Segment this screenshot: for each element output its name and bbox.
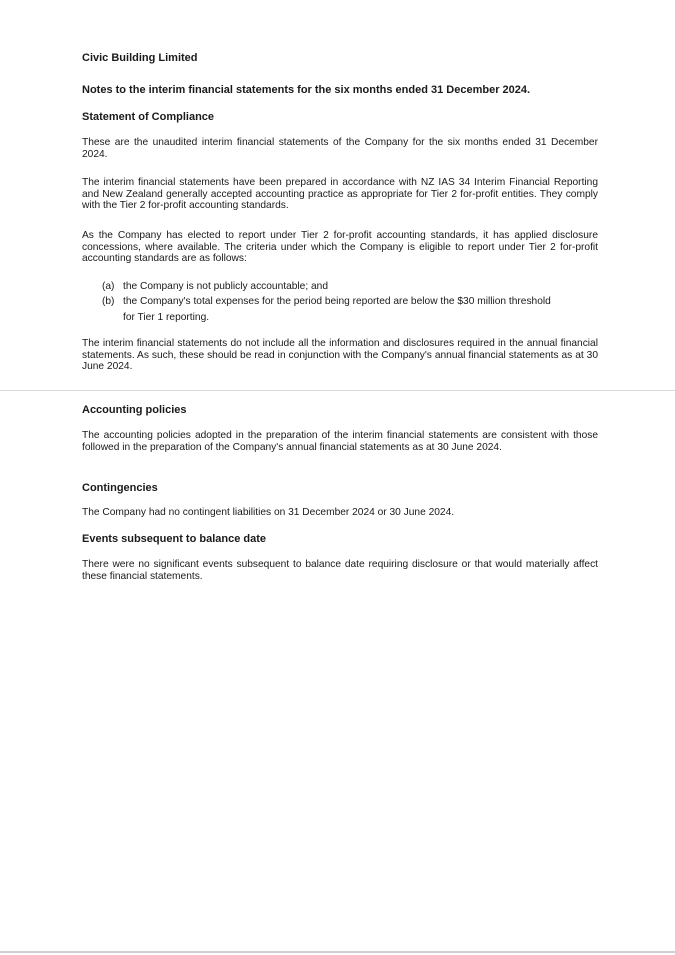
compliance-paragraph-4 [82,338,598,373]
compliance-paragraph-3 [82,230,598,265]
list-item [82,295,598,325]
company-name-text: Civic Building Limited [82,52,198,64]
page-bottom-edge [0,951,675,953]
list-item-continuation: for Tier 1 reporting. [123,312,210,323]
compliance-p3-text: As the Company has elected to report under Tier 2 for-profit accounting standards, it has applied disclosure concessions, where available. The criteria under which the Company is eligible to report under Tier 2 for-profit accounting standards are as follows: [82,230,598,264]
compliance-paragraph-1 [82,137,598,160]
section-contingencies [82,481,598,495]
compliance-p4-text: The interim financial statements do not include all the information and disclosures required in the annual financial statements. As such, these should be read in conjunction with the Company's annual financial statements as at 30 June 2024. [82,338,598,372]
list-item [82,280,598,294]
section-events [82,532,598,546]
contingencies-heading: Contingencies [82,482,158,494]
section-divider [0,390,675,391]
accounting-paragraph-1 [82,430,598,453]
list-item-text: the Company's total expenses for the period being reported are below the $30 million threshold [123,296,551,307]
contingencies-p1-text: The Company had no contingent liabilities on 31 December 2024 or 30 June 2024. [82,507,455,518]
contingencies-paragraph-1 [82,507,598,519]
criteria-list [82,280,598,325]
events-p1-text: There were no significant events subsequent to balance date requiring disclosure or that would materially affect these financial statements. [82,559,598,582]
list-marker: (a) [102,281,115,292]
section-compliance [82,110,598,124]
document-title-text: Notes to the interim financial statements for the six months ended 31 December 2024. [82,84,531,96]
accounting-p1-text: The accounting policies adopted in the preparation of the interim financial statements are consistent with those followed in the preparation of the Company's annual financial statements as at 30 June 2024. [82,430,598,453]
events-heading: Events subsequent to balance date [82,533,266,545]
compliance-heading: Statement of Compliance [82,111,215,123]
section-accounting [82,403,598,417]
list-marker: (b) [102,296,115,307]
compliance-p2-text: The interim financial statements have been prepared in accordance with NZ IAS 34 Interim Financial Reporting and New Zealand generally accepted accounting practice as appropriate for Tier 2 for-profit entities. They comply with the Tier 2 for-profit accounting standards. [82,177,598,211]
accounting-heading: Accounting policies [82,404,187,416]
compliance-p1-text: These are the unaudited interim financial statements of the Company for the six months ended 31 December 2024. [82,137,598,160]
compliance-paragraph-2 [82,177,598,212]
list-item-text: the Company is not publicly accountable; and [123,281,329,292]
document-title [82,83,598,106]
company-name [82,51,598,83]
events-paragraph-1 [82,559,598,582]
